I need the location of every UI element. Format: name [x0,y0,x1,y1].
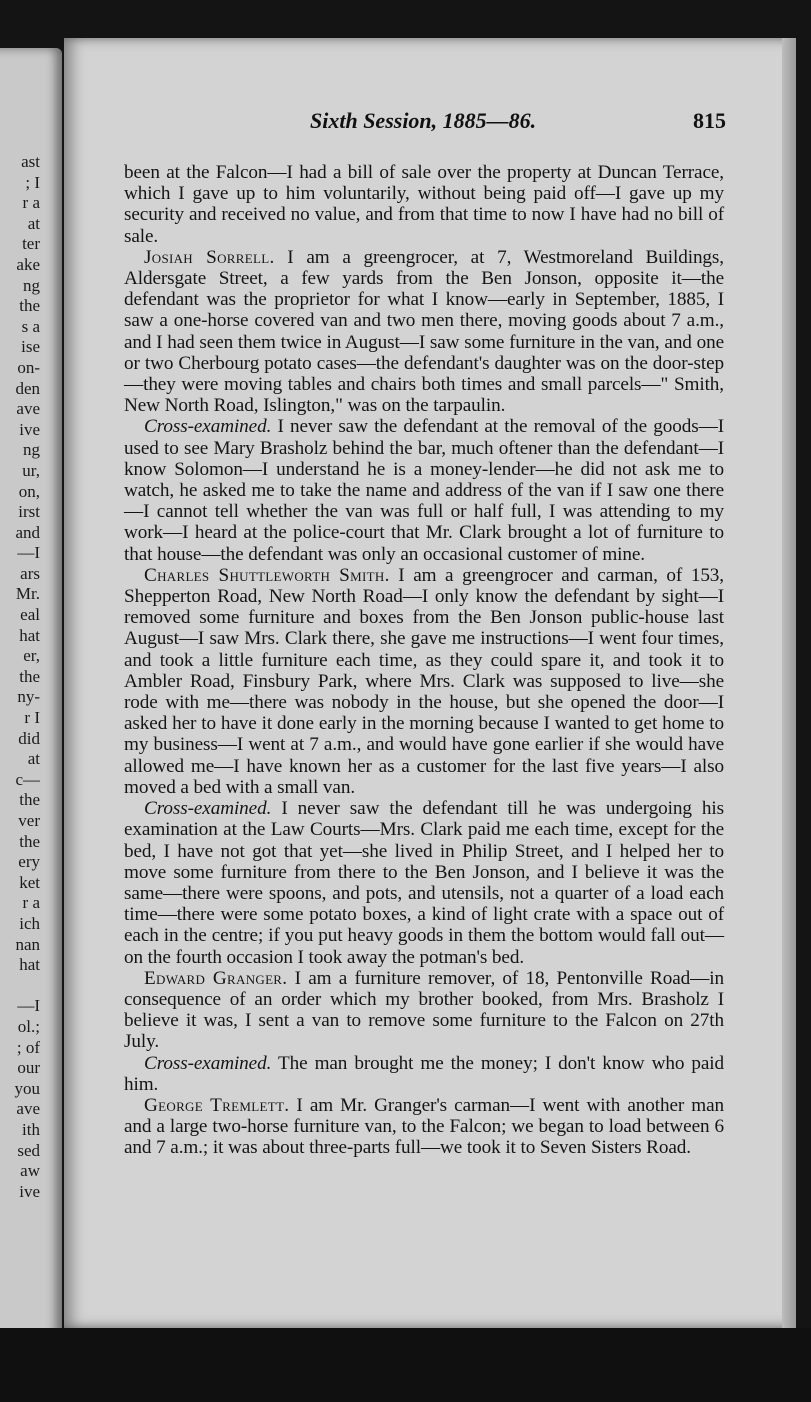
left-page-fragment: ave [16,399,40,419]
speaker-name: Josiah Sorrell. [144,246,275,268]
left-page-fragment: hat [19,955,40,975]
cross-examined-label: Cross-examined. [144,798,272,820]
left-page-fragment: eal [20,605,40,625]
page-edge [782,38,796,1328]
left-page-text [0,152,40,1202]
left-page-fragment: c— [15,769,40,789]
speaker-name: George Tremlett. [144,1094,290,1116]
right-page [64,38,796,1328]
scanner-background [0,1328,811,1402]
left-page-fragment: ive [19,1181,40,1201]
paragraph [124,1053,724,1095]
left-page-fragment: den [15,378,40,398]
cross-examined-label: Cross-examined. [144,1052,272,1074]
paragraph [124,565,724,798]
left-page-fragment: ol.; [17,1016,40,1036]
speaker-name: Edward Granger. [144,967,288,989]
left-page-fragment: nan [15,934,40,954]
left-page-fragment: ise [21,337,40,357]
left-page-fragment: did [18,728,40,748]
left-page-fragment: and [15,522,40,542]
left-page-fragment: ; of [16,1037,40,1057]
left-page-fragment: hat [19,625,40,645]
paragraph-text: been at the Falcon—I had a bill of sale over the property at Duncan Terrace, which I gave up to him voluntarily, without being paid off—I gave up my security and received no value, and from that time to now I have had no bill of sale. [124,162,724,247]
left-page-fragment: ur, [22,460,40,480]
left-page-fragment: sed [17,1140,40,1160]
cross-examined-label: Cross-examined. [144,416,272,438]
left-page-fragment: ter [22,234,40,254]
paragraph-text: The man brought me the money; I don't know who paid him. [124,1052,724,1095]
running-head [64,108,796,136]
left-page-fragment: ket [19,872,40,892]
left-page-fragment: ery [18,852,40,872]
left-page-fragment: —I [17,543,40,563]
paragraph-text: I never saw the defendant till he was undergoing his examination at the Law Courts—Mrs. Clark paid me each time, except for the bed, I have not got that yet—she lived in Philip Street, and I helped her to move some furniture from there to the Ben Jonson, and I believe it was the same—there were spoons, and pots, and utensils, not a quarter of a load each time—there were some potato boxes, a kind of light crate with a space out of each in the centre; if you put heavy goods in them the bottom would fall out—on the fourth occasion I took away the potman's bed. [124,798,724,968]
left-page-fragment: ich [19,913,40,933]
paragraph [124,416,724,564]
left-page-fragment: ive [19,419,40,439]
paragraph [124,162,724,247]
left-page-fragment: on- [17,357,40,377]
left-page-fragment: the [19,296,40,316]
running-title: Sixth Session, 1885—86. [310,108,537,133]
left-page-fragment: r I [24,708,40,728]
paragraph [124,968,724,1053]
left-page-fragment: on, [18,481,40,501]
left-page-fragment: at [27,213,40,233]
left-page-fragment: our [17,1058,40,1078]
left-page-fragment: ake [16,254,40,274]
left-page-fragment: the [19,666,40,686]
left-page-fragment: —I [17,996,40,1016]
left-page-fragment: you [14,1078,40,1098]
left-page-fragment: r a [22,193,40,213]
paragraph-text: I am a furniture remover, of 18, Pentonville Road—in consequence of an order which my brother booked, from Mrs. Brasholz I believe it was, I sent a van to remove some furniture to the Falcon on 27th July. [124,967,724,1053]
paragraph [124,247,724,417]
left-page-fragment: aw [20,1161,40,1181]
body-text [124,162,724,1159]
left-page-fragment: irst [18,502,40,522]
left-page-fragment: ars [20,563,40,583]
left-page-fragment: the [19,790,40,810]
left-page-fragment: ave [16,1099,40,1119]
left-page-fragment [0,976,40,997]
page-number: 815 [693,108,726,133]
paragraph [124,1095,724,1159]
paragraph-text: I am Mr. Granger's carman—I went with another man and a large two-horse furniture van, to the Falcon; we began to load between 6 and 7 a.m.; it was about three-parts full—we took it to Seven Sisters Road. [124,1094,725,1159]
paragraph-text: I never saw the defendant at the removal of the goods—I used to see Mary Brasholz behind the bar, much oftener than the defendant—I know Solomon—I understand he is a money-lender—he did not ask me to watch, he asked me to take the name and address of the van if I saw one there—I cannot tell whether the van was full or half full, I was attending to my work—I heard at the police-court that Mr. Clark brought a lot of furniture to that house—the defendant was only an occasional customer of mine. [124,416,724,565]
left-page-fragment: s a [21,316,40,336]
left-page-fragment: ng [23,440,40,460]
left-page-fragment: r a [22,893,40,913]
left-page-fragment: ny- [17,687,40,707]
left-page-fragment: ng [23,275,40,295]
left-page-fragment: er, [23,646,40,666]
left-page-fragment: at [27,749,40,769]
left-page-fragment: the [19,831,40,851]
left-page-fragment: ver [18,811,40,830]
left-page-fragment: ith [22,1119,40,1139]
left-page [0,48,62,1338]
left-page-fragment: ast [21,152,40,171]
speaker-name: Charles Shuttleworth Smith. [144,564,390,586]
paragraph-text: I am a greengrocer and carman, of 153, Shepperton Road, New North Road—I only know the defendant by sight—I removed some furniture and boxes from the Ben Jonson public-house last August—I saw Mrs. Clark there, she gave me instructions—I went four times, and took a little furniture each time, as they could spare it, and took it to Ambler Road, Finsbury Park, where Mrs. Clark was supposed to live—she rode with me—there was nobody in the house, but she opened the door—I asked her to have it done early in the morning because I wanted to get home to my business—I went at 7 a.m., and would have gone earlier if she would have allowed me—I have known her as a customer for the last five years—I also moved a bed with a small van. [124,564,724,798]
left-page-fragment: ; I [25,172,40,192]
left-page-fragment: Mr. [15,584,40,604]
paragraph [124,798,724,968]
paragraph-text: I am a greengrocer, at 7, Westmoreland Buildings, Aldersgate Street, a few yards from the Ben Jonson, opposite it—the defendant was the proprietor for what I know—early in September, 1885, I saw a one-horse covered van and two men there, moving goods about 7 a.m., and I had seen them twice in August—I saw some furniture in the van, and one or two Cherbourg potato cases—the defendant's daughter was on the door-step—they were moving tables and chairs both times and small parcels—" Smith, New North Road, Islington," was on the tarpaulin. [124,246,724,417]
